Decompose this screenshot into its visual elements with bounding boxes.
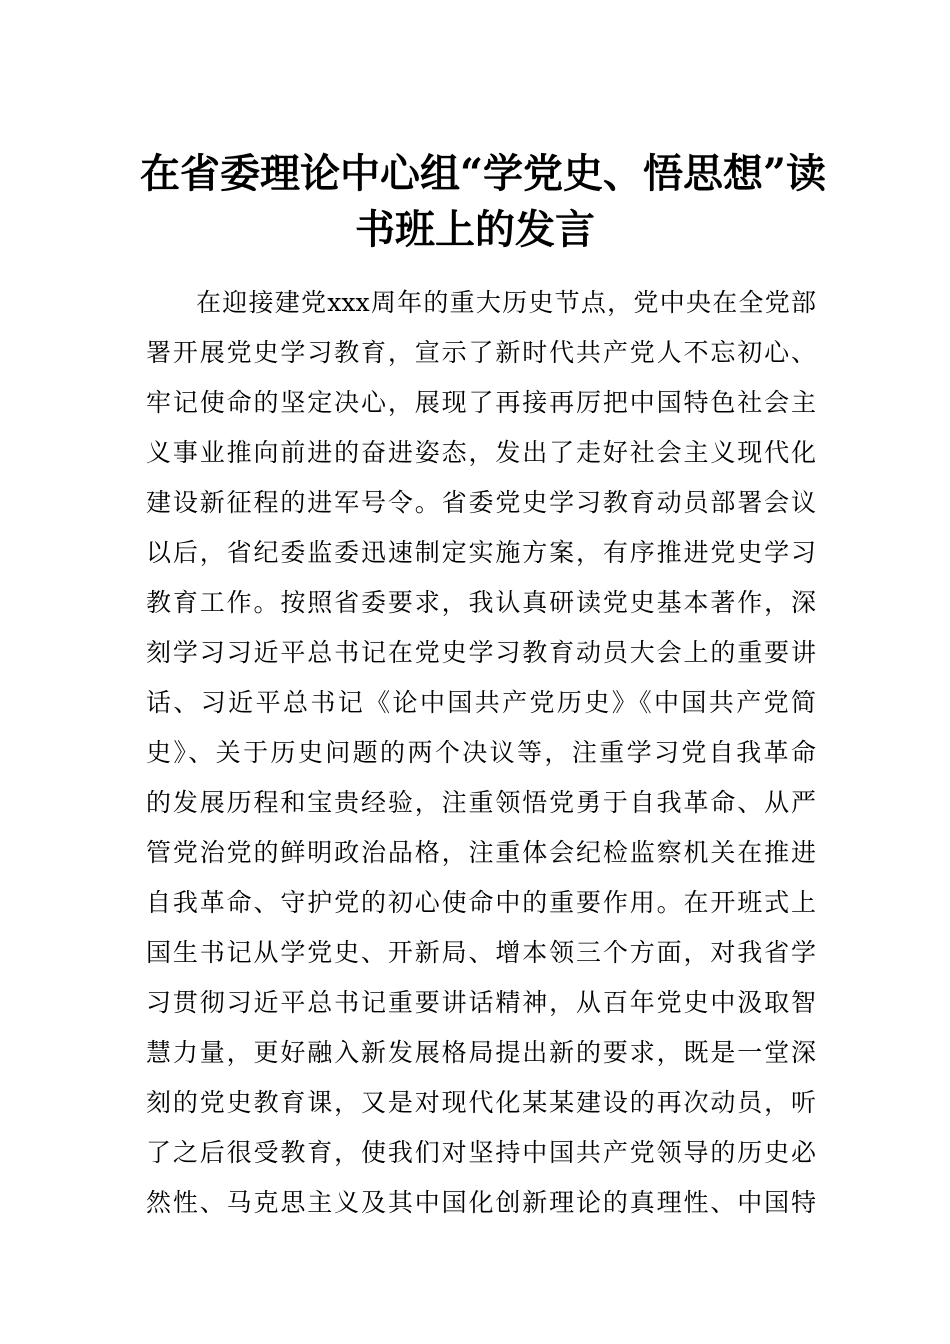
paragraph-line: 署开展党史学习教育，宣示了新时代共产党人不忘初心、 xyxy=(146,338,816,367)
paragraph-line: 自我革命、守护党的初心使命中的重要作用。在开班式上 xyxy=(146,888,816,917)
paragraph-line: 教育工作。按照省委要求，我认真研读党史基本著作，深 xyxy=(146,588,816,617)
paragraph-line: 国生书记从学党史、开新局、增本领三个方面，对我省学 xyxy=(146,938,816,967)
paragraph-line: 史》、关于历史问题的两个决议等，注重学习党自我革命 xyxy=(146,738,816,767)
paragraph-line: 刻的党史教育课，又是对现代化某某建设的再次动员，听 xyxy=(146,1088,816,1117)
body-paragraph xyxy=(146,278,816,1228)
title-line-2: 书班上的发言 xyxy=(355,206,595,253)
paragraph-line: 然性、马克思主义及其中国化创新理论的真理性、中国特 xyxy=(146,1188,816,1217)
paragraph-line: 话、习近平总书记《论中国共产党历史》《中国共产党简 xyxy=(146,688,816,717)
title-line-1: 在省委理论中心组“学党史、悟思想”读 xyxy=(140,150,827,197)
paragraph-line: 的发展历程和宝贵经验，注重领悟党勇于自我革命、从严 xyxy=(146,788,816,817)
paragraph-line: 建设新征程的进军号令。省委党史学习教育动员部署会议 xyxy=(146,488,816,517)
paragraph-line: 习贯彻习近平总书记重要讲话精神，从百年党史中汲取智 xyxy=(146,988,816,1017)
paragraph-line: 了之后很受教育，使我们对坚持中国共产党领导的历史必 xyxy=(146,1138,816,1167)
paragraph-line: 以后，省纪委监委迅速制定实施方案，有序推进党史学习 xyxy=(146,538,816,567)
paragraph-line: 义事业推向前进的奋进姿态，发出了走好社会主义现代化 xyxy=(146,438,816,467)
document-title xyxy=(140,146,827,258)
paragraph-line: 刻学习习近平总书记在党史学习教育动员大会上的重要讲 xyxy=(146,638,816,667)
paragraph-line: 管党治党的鲜明政治品格，注重体会纪检监察机关在推进 xyxy=(146,838,816,867)
paragraph-line: 慧力量，更好融入新发展格局提出新的要求，既是一堂深 xyxy=(146,1038,816,1067)
paragraph-line: 牢记使命的坚定决心，展现了再接再厉把中国特色社会主 xyxy=(146,388,816,417)
paragraph-line: 在迎接建党xxx周年的重大历史节点，党中央在全党部 xyxy=(196,288,816,317)
